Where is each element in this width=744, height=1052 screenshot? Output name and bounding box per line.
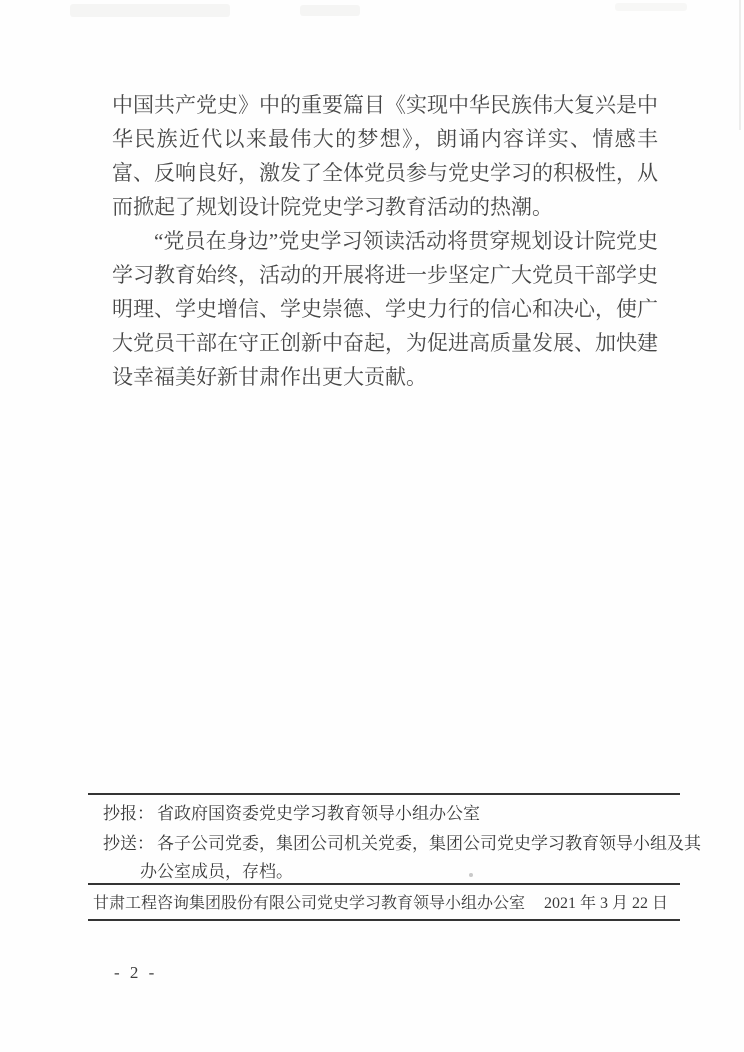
issuer-name: 甘肃工程咨询集团股份有限公司党史学习教育领导小组办公室 (93, 895, 526, 912)
copy-report-label: 抄报： (103, 804, 154, 823)
copy-send-value-line2: 办公室成员，存档。 (140, 862, 293, 881)
page-number: - 2 - (114, 963, 158, 982)
copy-send-label: 抄送： (103, 834, 154, 853)
paragraph: “党员在身边”党史学习领读活动将贯穿规划设计院党史学习教育始终，活动的开展将进一步坚定广大党员干部学史明理、学史增信、学史崇德、学史力行的信心和决心，使广大党员干部在守正创新中奋起，为促进高质量发展、加快建设幸福美好新甘肃作出更大贡献。 (112, 229, 658, 389)
copy-report-line (103, 802, 693, 826)
issuer-line (93, 892, 668, 916)
footer-separator-top (88, 793, 680, 795)
issue-date: 2021 年 3 月 22 日 (543, 895, 668, 912)
scan-edge-shadow (739, 0, 741, 130)
paragraph-continued: 中国共产党史》中的重要篇目《实现中华民族伟大复兴是中华民族近代以来最伟大的梦想》，朗诵内容详实、情感丰富、反响良好，激发了全体党员参与党史学习的积极性，从而掀起了规划设计院党史学习教育活动的热潮。 (112, 93, 658, 219)
footer-separator-middle (88, 883, 680, 885)
scan-smudge (615, 3, 687, 11)
scan-smudge (300, 5, 360, 16)
scan-smudge (70, 4, 230, 17)
copy-send-value-line1: 各子公司党委，集团公司机关党委，集团公司党史学习教育领导小组及其 (157, 834, 701, 853)
copy-report-value: 省政府国资委党史学习教育领导小组办公室 (157, 804, 480, 823)
document-body (112, 88, 658, 394)
copy-send-line-2 (103, 860, 730, 884)
copy-send-line (103, 832, 701, 856)
footer-separator-bottom (88, 919, 680, 921)
